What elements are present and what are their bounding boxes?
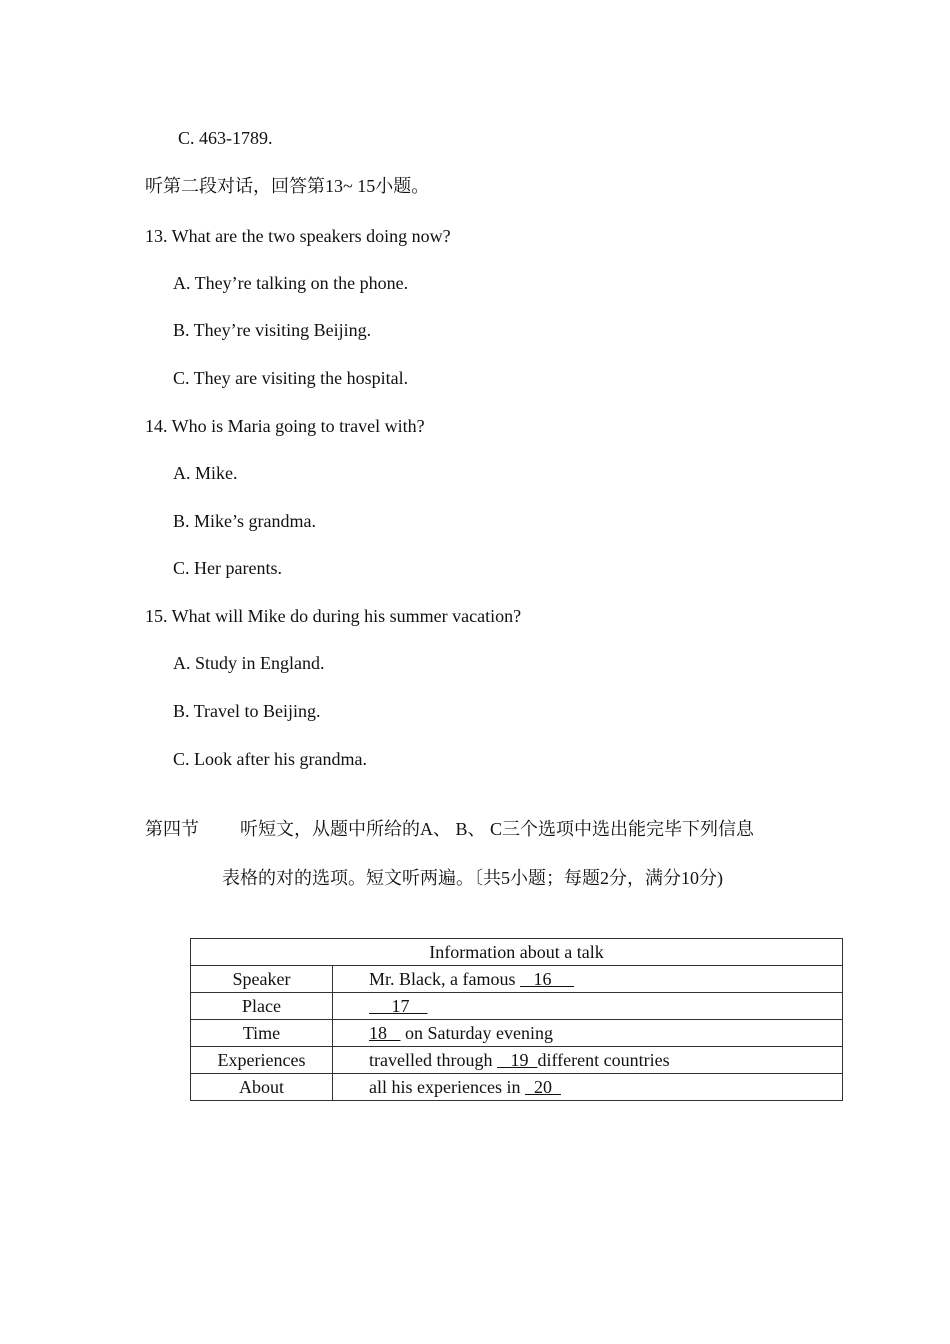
row-label: Experiences bbox=[191, 1047, 333, 1074]
question-14-option-b: B. Mike’s grandma. bbox=[173, 511, 316, 531]
info-table bbox=[190, 938, 843, 1101]
value-text-after: different countries bbox=[537, 1050, 670, 1070]
answer-blank-19: 19 bbox=[496, 1050, 538, 1070]
table-row bbox=[191, 1074, 843, 1101]
question-15-option-b: B. Travel to Beijing. bbox=[173, 701, 321, 721]
question-15-stem: 15. What will Mike do during his summer vacation? bbox=[145, 606, 522, 626]
row-label: About bbox=[191, 1074, 333, 1101]
answer-blank-17: 17 bbox=[369, 996, 428, 1016]
question-13-option-c: C. They are visiting the hospital. bbox=[173, 368, 409, 388]
answer-blank-16: 16 bbox=[519, 969, 574, 989]
question-13-stem: 13. What are the two speakers doing now? bbox=[145, 226, 451, 246]
question-15-option-a: A. Study in England. bbox=[173, 653, 325, 673]
section-instruction-line2: 表格的对的选项。短文听两遍。〔共5小题；每题2分，满分10分) bbox=[222, 868, 723, 888]
value-text-before: travelled through bbox=[369, 1050, 497, 1070]
answer-blank-18: 18 bbox=[369, 1023, 401, 1043]
question-13-option-b: B. They’re visiting Beijing. bbox=[173, 320, 372, 340]
row-value bbox=[333, 993, 843, 1020]
question-15-option-c: C. Look after his grandma. bbox=[173, 749, 367, 769]
row-label: Place bbox=[191, 993, 333, 1020]
section-instruction-line1: 听短文，从题中所给的A、 B、 C三个选项中选出能完毕下列信息 bbox=[240, 819, 755, 839]
value-text-after: on Saturday evening bbox=[400, 1023, 553, 1043]
table-row bbox=[191, 1047, 843, 1074]
question-14-option-a: A. Mike. bbox=[173, 463, 238, 483]
previous-option-c: C. 463-1789. bbox=[178, 128, 273, 148]
table-caption: Information about a talk bbox=[191, 939, 843, 966]
table-row bbox=[191, 966, 843, 993]
answer-blank-20: 20 bbox=[524, 1077, 561, 1097]
table-caption-row bbox=[191, 939, 843, 966]
value-text-before: all his experiences in bbox=[369, 1077, 525, 1097]
table-row bbox=[191, 993, 843, 1020]
row-label: Time bbox=[191, 1020, 333, 1047]
question-14-option-c: C. Her parents. bbox=[173, 558, 282, 578]
row-value bbox=[333, 1047, 843, 1074]
row-label: Speaker bbox=[191, 966, 333, 993]
value-text-before: Mr. Black, a famous bbox=[369, 969, 520, 989]
question-14-stem: 14. Who is Maria going to travel with? bbox=[145, 416, 425, 436]
question-13-option-a: A. They’re talking on the phone. bbox=[173, 273, 409, 293]
row-value bbox=[333, 966, 843, 993]
instruction-text: 听第二段对话，回答第13~ 15小题。 bbox=[145, 176, 430, 196]
row-value bbox=[333, 1020, 843, 1047]
section-title: 第四节 bbox=[145, 819, 199, 839]
table-row bbox=[191, 1020, 843, 1047]
row-value bbox=[333, 1074, 843, 1101]
